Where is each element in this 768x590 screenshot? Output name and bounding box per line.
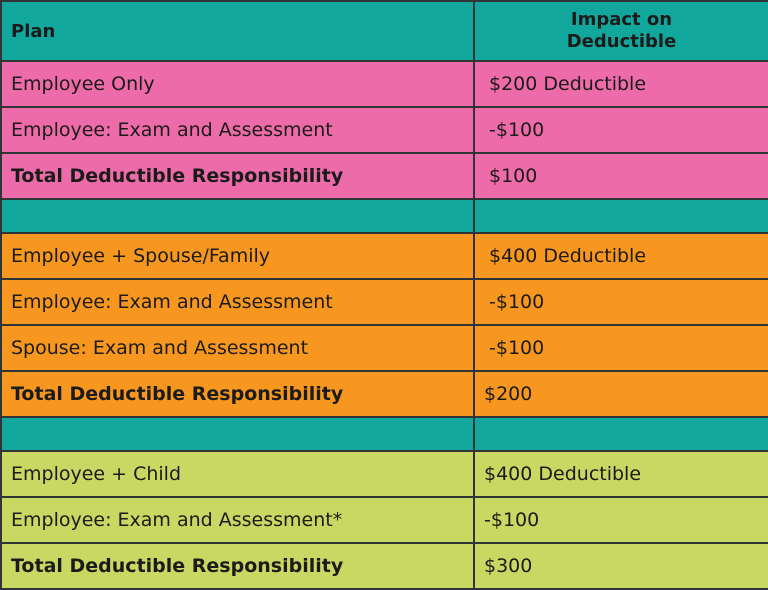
table-row-total — [1, 371, 768, 417]
impact-cell: $400 Deductible — [474, 451, 768, 497]
table-row — [1, 61, 768, 107]
spacer-row — [1, 417, 768, 451]
plan-cell: Spouse: Exam and Assessment — [1, 325, 474, 371]
plan-cell: Employee Only — [1, 61, 474, 107]
plan-cell-total: Total Deductible Responsibility — [1, 371, 474, 417]
table-header-row — [1, 1, 768, 61]
plan-cell: Employee + Child — [1, 451, 474, 497]
header-impact-line2: Deductible — [566, 31, 677, 52]
plan-cell: Employee + Spouse/Family — [1, 233, 474, 279]
table-row — [1, 107, 768, 153]
spacer-row — [1, 199, 768, 233]
spacer-cell — [1, 199, 474, 233]
table-row — [1, 233, 768, 279]
table-row — [1, 325, 768, 371]
table-row-total — [1, 543, 768, 589]
header-impact — [474, 1, 768, 61]
impact-cell: -$100 — [474, 279, 768, 325]
plan-cell: Employee: Exam and Assessment — [1, 107, 474, 153]
plan-cell-total: Total Deductible Responsibility — [1, 543, 474, 589]
table-row-total — [1, 153, 768, 199]
impact-cell: -$100 — [474, 325, 768, 371]
impact-cell: $200 Deductible — [474, 61, 768, 107]
impact-cell: -$100 — [474, 107, 768, 153]
impact-cell: -$100 — [474, 497, 768, 543]
table-row — [1, 451, 768, 497]
plan-cell: Employee: Exam and Assessment* — [1, 497, 474, 543]
header-impact-line1: Impact on — [570, 9, 673, 30]
impact-cell-total: $200 — [474, 371, 768, 417]
header-plan-label: Plan — [11, 20, 56, 42]
impact-cell-total: $300 — [474, 543, 768, 589]
plan-cell: Employee: Exam and Assessment — [1, 279, 474, 325]
spacer-cell — [474, 417, 768, 451]
plan-cell-total: Total Deductible Responsibility — [1, 153, 474, 199]
table-row — [1, 497, 768, 543]
impact-cell: $400 Deductible — [474, 233, 768, 279]
header-plan — [1, 1, 474, 61]
spacer-cell — [1, 417, 474, 451]
impact-cell-total: $100 — [474, 153, 768, 199]
table-row — [1, 279, 768, 325]
spacer-cell — [474, 199, 768, 233]
